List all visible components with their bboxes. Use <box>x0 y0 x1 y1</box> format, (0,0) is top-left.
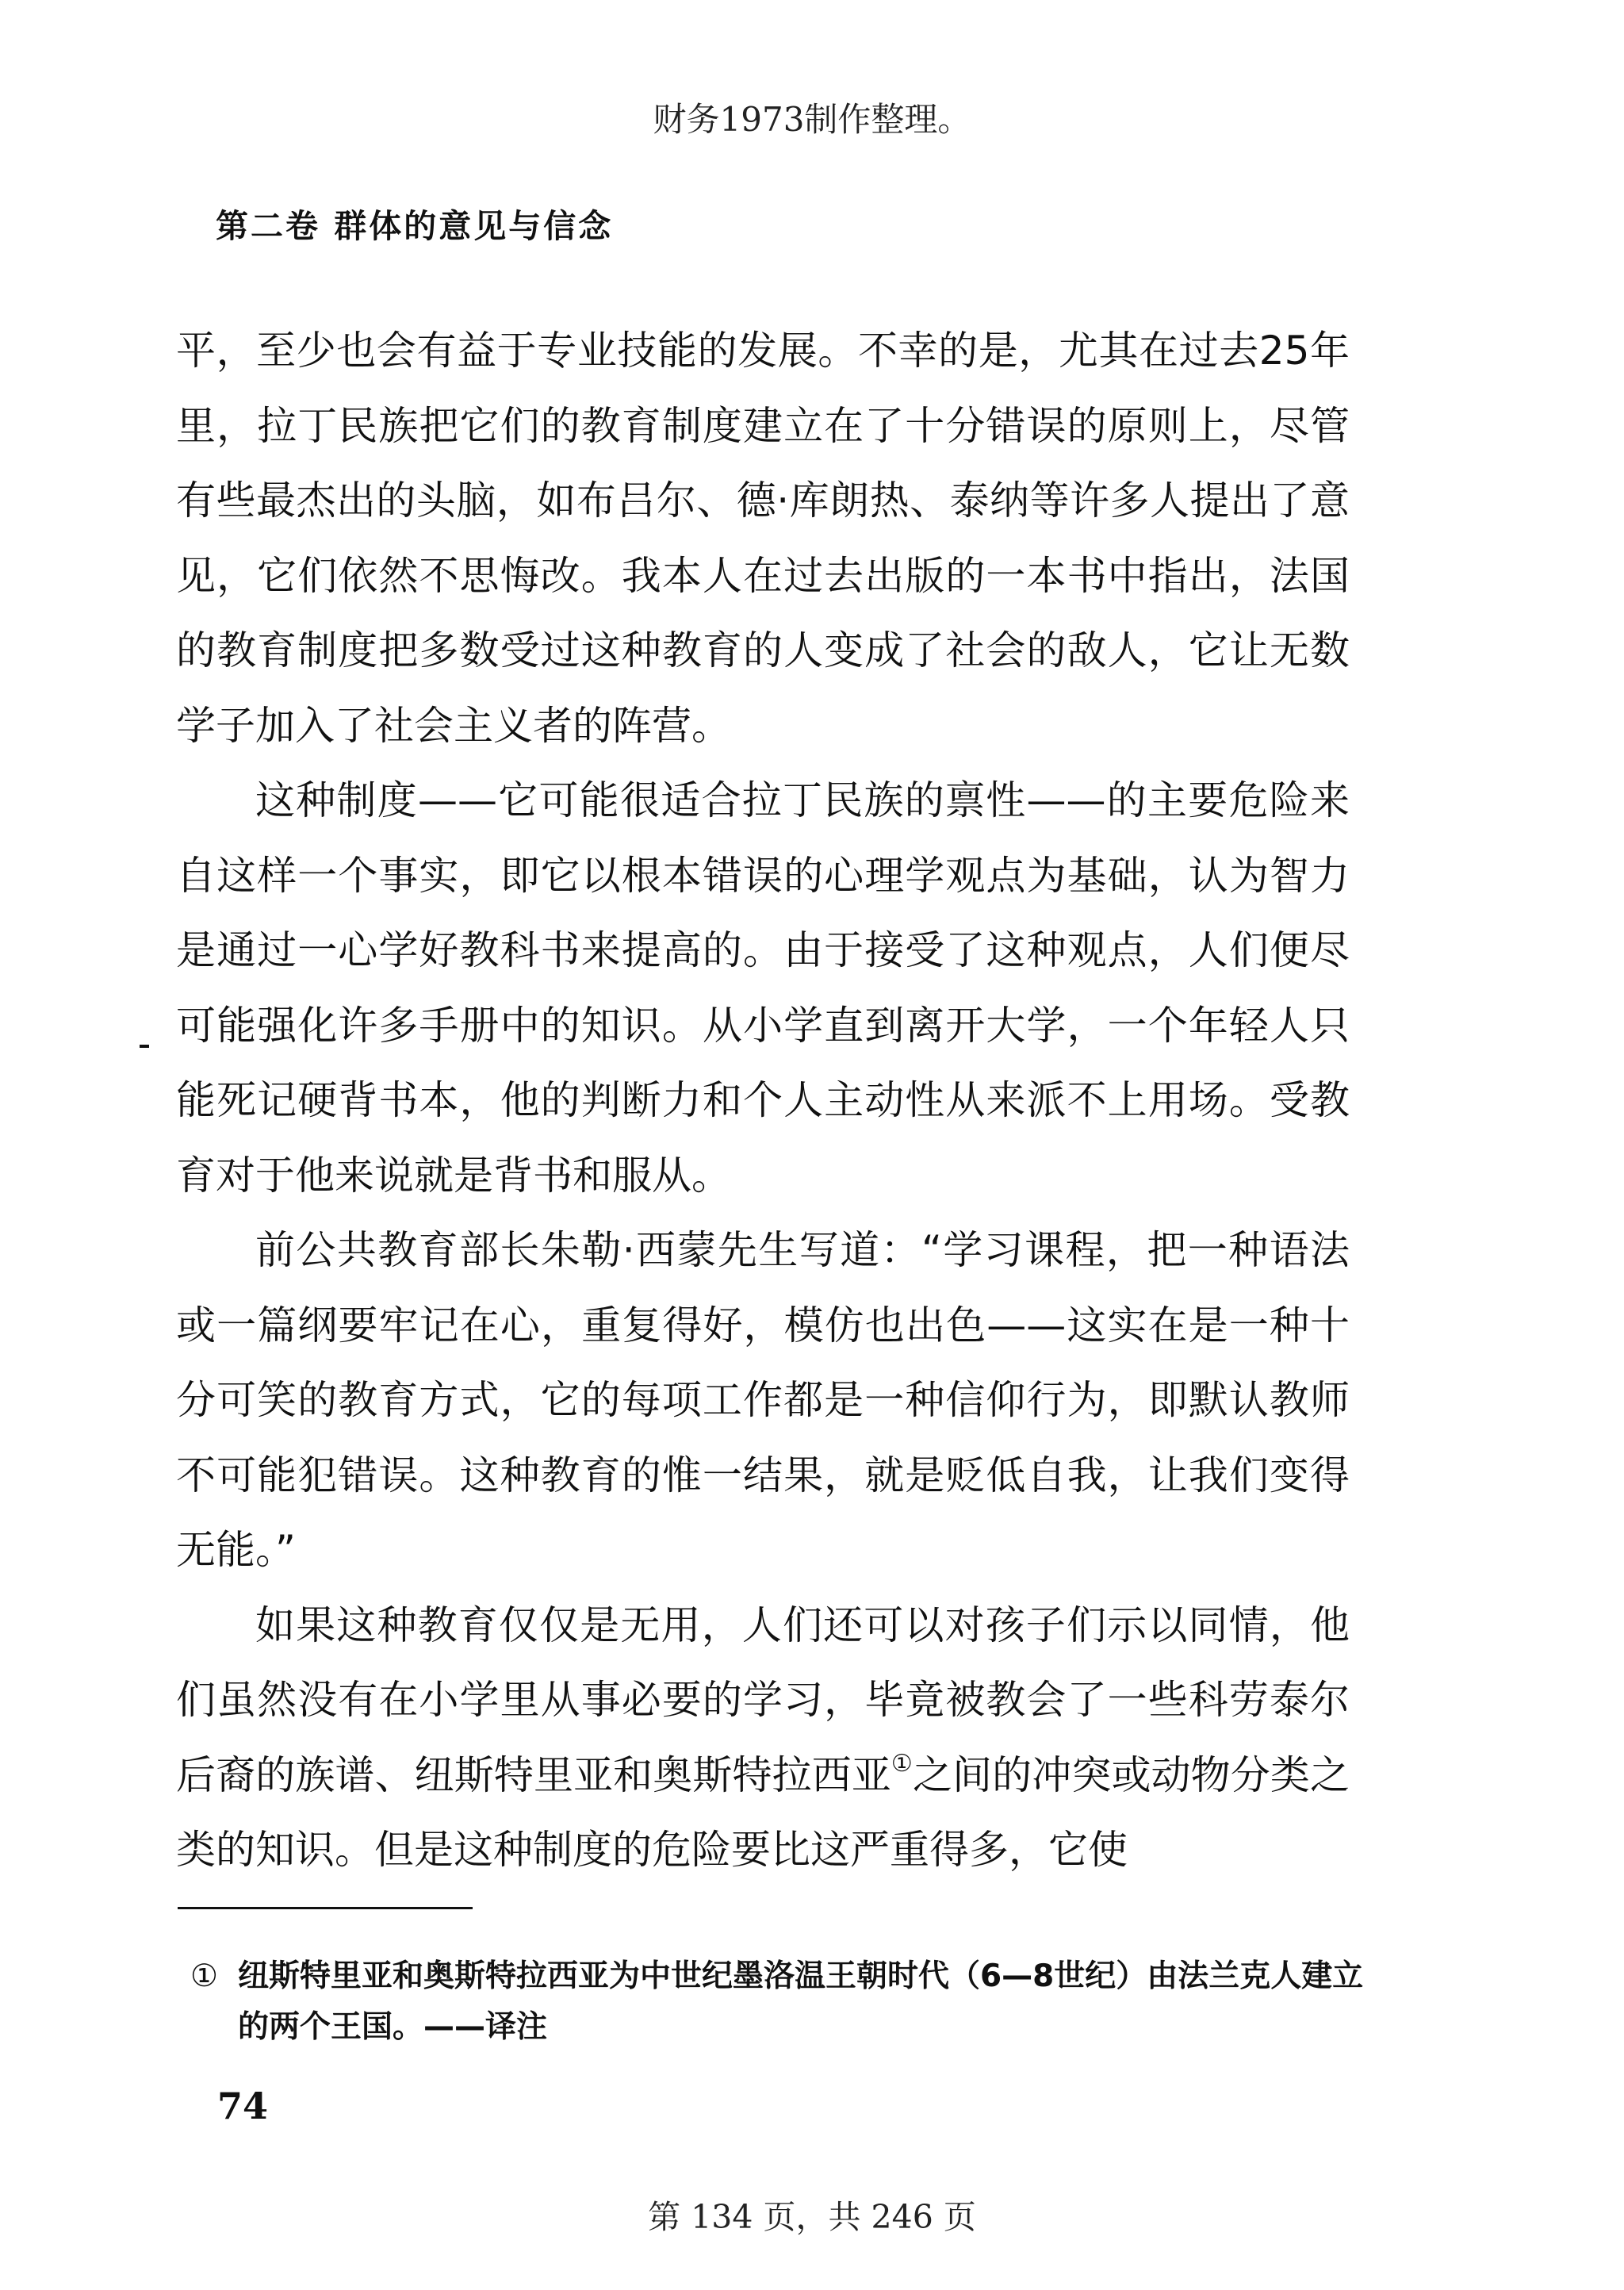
paragraph-4-text-before: 如果这种教育仅仅是无用，人们还可以对孩子们示以同情，他们虽然没有在小学里从事必要的学习，毕竟被教会了一些科劳泰尔后裔的族谱、纽斯特里亚和奥斯特拉西亚 <box>176 1601 1350 1798</box>
footnote <box>190 1951 1364 2053</box>
paragraph-4 <box>176 1588 1350 1888</box>
paragraph-1 <box>176 313 1350 763</box>
page-counter: 第 134 页，共 246 页 <box>648 2198 976 2236</box>
paragraph-2-text: 这种制度——它可能很适合拉丁民族的禀性——的主要危险来自这样一个事实，即它以根本错误的心理学观点为基础，认为智力是通过一心学好教科书来提高的。由于接受了这种观点，人们便尽可能强化许多手册中的知识。从小学直到离开大学，一个年轻人只能死记硬背书本，他的判断力和个人主动性从来派不上用场。受教育对于他来说就是背书和服从。 <box>176 777 1350 1199</box>
body-text <box>176 313 1350 1888</box>
footnote-text: 纽斯特里亚和奥斯特拉西亚为中世纪墨洛温王朝时代（6—8世纪）由法兰克人建立的两个王国。——译注 <box>238 1958 1364 2045</box>
watermark-text: 财务1973制作整理。 <box>653 100 971 139</box>
running-head: 第二卷 群体的意见与信念 <box>216 207 614 245</box>
footnote-marker: ① <box>190 1958 218 1994</box>
paragraph-3 <box>176 1213 1350 1588</box>
footnote-divider <box>178 1907 473 1909</box>
footnote-reference[interactable]: ① <box>891 1749 913 1778</box>
page-number: 74 <box>217 2085 269 2127</box>
paragraph-1-text: 平，至少也会有益于专业技能的发展。不幸的是，尤其在过去25年里，拉丁民族把它们的教育制度建立在了十分错误的原则上，尽管有些最杰出的头脑，如布吕尔、德·库朗热、泰纳等许多人提出了意见，它们依然不思悔改。我本人在过去出版的一本书中指出，法国的教育制度把多数受过这种教育的人变成了社会的敌人，它让无数学子加入了社会主义者的阵营。 <box>176 328 1350 749</box>
paragraph-3-text: 前公共教育部长朱勒·西蒙先生写道：“学习课程，把一种语法或一篇纲要牢记在心，重复得好，模仿也出色——这实在是一种十分可笑的教育方式，它的每项工作都是一种信仰行为，即默认教师不可能犯错误。这种教育的惟一结果，就是贬低自我，让我们变得无能。” <box>176 1227 1350 1573</box>
paragraph-4-text-after: 之间的冲突或动物分类之类的知识。但是这种制度的危险要比这严重得多，它使 <box>176 1751 1350 1873</box>
scan-artifact-mark <box>140 1045 149 1048</box>
paragraph-2 <box>176 763 1350 1213</box>
